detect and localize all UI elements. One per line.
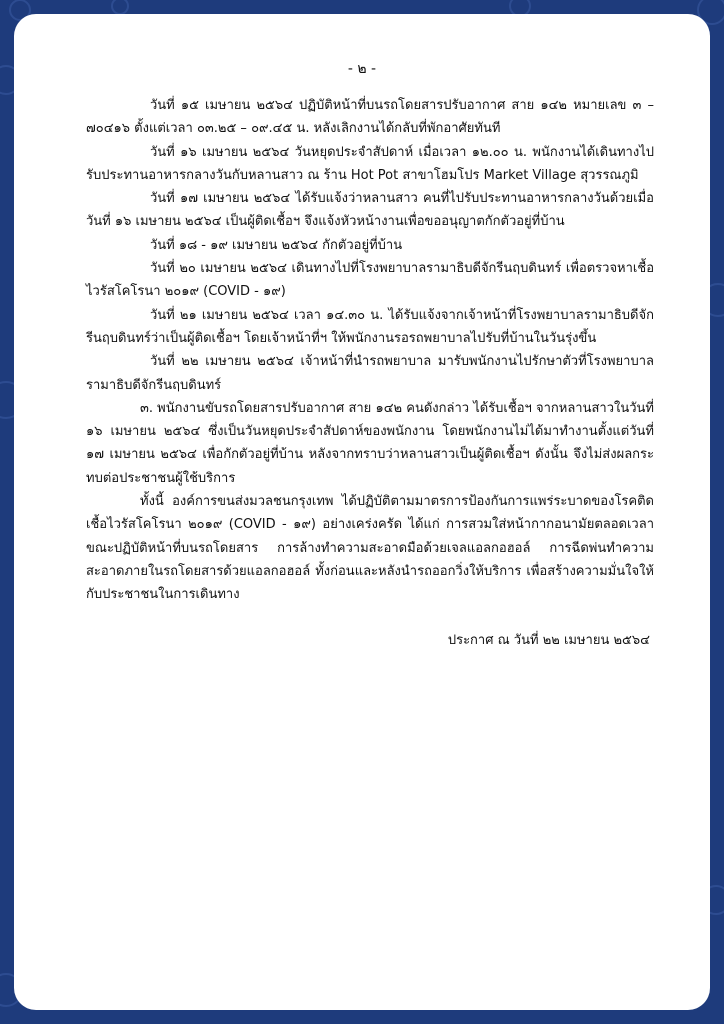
paragraph-apr-21: วันที่ ๒๑ เมษายน ๒๕๖๔ เวลา ๑๔.๓๐ น. ได้รับแจ้งจากเจ้าหน้าที่โรงพยาบาลรามาธิบดีจักรีนฤบดินทร์ว่าเป็นผู้ติดเชื้อฯ โดยเจ้าหน้าที่ฯ ให้พนักงานรอรถพยาบาลไปรับที่บ้านในวันรุ่งขึ้น bbox=[86, 307, 654, 346]
page-number: - ๒ - bbox=[347, 61, 377, 77]
paragraph-apr-20: วันที่ ๒๐ เมษายน ๒๕๖๔ เดินทางไปที่โรงพยาบาลรามาธิบดีจักรีนฤบดินทร์ เพื่อตรวจหาเชื้อไวรัสโคโรนา ๒๐๑๙ (COVID - ๑๙) bbox=[86, 261, 654, 300]
paragraph-apr-15: วันที่ ๑๕ เมษายน ๒๕๖๔ ปฏิบัติหน้าที่บนรถโดยสารปรับอากาศ สาย ๑๔๒ หมายเลข ๓ – ๗๐๔๑๖ ตั้งแต่เวลา ๐๓.๒๕ – ๐๙.๔๕ น. หลังเลิกงานได้กลับที่พักอาศัยทันที bbox=[86, 98, 654, 137]
document-page bbox=[14, 14, 710, 1010]
paragraph-apr-16: วันที่ ๑๖ เมษายน ๒๕๖๔ วันหยุดประจำสัปดาห์ เมื่อเวลา ๑๒.๐๐ น. พนักงานได้เดินทางไปรับประทานอาหารกลางวันกับหลานสาว ณ ร้าน Hot Pot สาขาโฮมโปร Market Village สุวรรณภูมิ bbox=[86, 144, 654, 183]
announcement-date: ประกาศ ณ วันที่ ๒๒ เมษายน ๒๕๖๔ bbox=[447, 632, 650, 648]
paragraph-measures: ทั้งนี้ องค์การขนส่งมวลชนกรุงเทพ ได้ปฏิบัติตามมาตรการป้องกันการแพร่ระบาดของโรคติดเชื้อไวรัสโคโรนา ๒๐๑๙ (COVID - ๑๙) อย่างเคร่งครัด ได้แก่ การสวมใส่หน้ากากอนามัยตลอดเวลาขณะปฏิบัติหน้าที่บนรถโดยสาร การล้างทำความสะอาดมือด้วยเจลแอลกอฮอล์ การฉีดพ่นทำความสะอาดภายในรถโดยสารด้วยแอลกอฮอล์ ทั้งก่อนและหลังนำรถออกวิ่งให้บริการ เพื่อสร้างความมั่นใจให้กับประชาชนในการเดินทาง bbox=[86, 494, 654, 603]
paragraph-apr-22: วันที่ ๒๒ เมษายน ๒๕๖๔ เจ้าหน้าที่นำรถพยาบาล มารับพนักงานไปรักษาตัวที่โรงพยาบาลรามาธิบดีจักรีนฤบดินทร์ bbox=[86, 354, 654, 393]
paragraph-item-3: ๓. พนักงานขับรถโดยสารปรับอากาศ สาย ๑๔๒ คนดังกล่าว ได้รับเชื้อฯ จากหลานสาวในวันที่ ๑๖ เมษายน ๒๕๖๔ ซึ่งเป็นวันหยุดประจำสัปดาห์ของพนักงาน โดยพนักงานไม่ได้มาทำงานตั้งแต่วันที่ ๑๗ เมษายน ๒๕๖๔ เพื่อกักตัวอยู่ที่บ้าน หลังจากทราบว่าหลานสาวเป็นผู้ติดเชื้อฯ ดังนั้น จึงไม่ส่งผลกระทบต่อประชาชนผู้ใช้บริการ bbox=[86, 400, 654, 486]
document-body bbox=[86, 94, 654, 652]
paragraph-apr-17: วันที่ ๑๗ เมษายน ๒๕๖๔ ได้รับแจ้งว่าหลานสาว คนที่ไปรับประทานอาหารกลางวันด้วยเมื่อวันที่ ๑๖ เมษายน ๒๕๖๔ เป็นผู้ติดเชื้อฯ จึงแจ้งหัวหน้างานเพื่อขออนุญาตกักตัวอยู่ที่บ้าน bbox=[86, 191, 654, 230]
paragraph-apr-18-19: วันที่ ๑๘ - ๑๙ เมษายน ๒๕๖๔ กักตัวอยู่ที่บ้าน bbox=[150, 237, 403, 253]
